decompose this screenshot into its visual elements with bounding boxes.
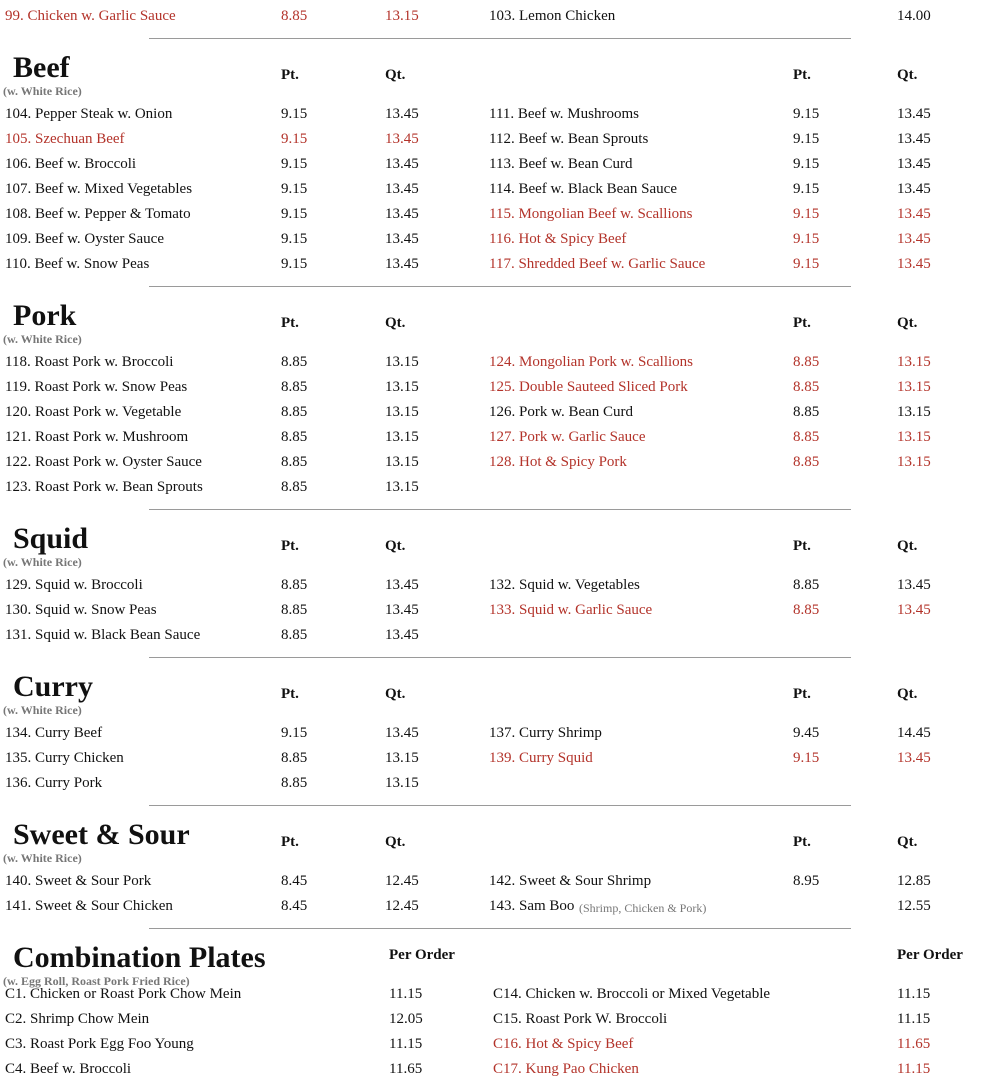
item-name: 112. Beef w. Bean Sprouts [489,131,649,147]
item-quart-price: 13.45 [897,602,931,618]
section-divider [149,38,851,39]
item-quart-price: 13.15 [385,775,419,791]
item-quart-price: 14.45 [897,725,931,741]
item-pint-price: 8.85 [281,602,308,618]
item-pint-price: 9.15 [793,156,820,172]
item-pint-price: 8.85 [281,750,308,766]
item-price: 11.15 [389,1036,423,1052]
item-name: 141. Sweet & Sour Chicken [5,898,173,914]
item-note: (Shrimp, Chicken & Pork) [579,901,707,915]
pint-header: Pt. [793,686,811,702]
item-pint-price: 8.85 [281,577,308,593]
quart-header: Qt. [897,834,918,850]
item-name: 103. Lemon Chicken [489,8,616,24]
menu-item [0,984,1000,1009]
item-pint-price: 9.45 [793,725,820,741]
item-quart-price: 13.15 [897,454,931,470]
item-quart-price: 12.45 [385,873,419,889]
section-divider [149,509,851,510]
item-quart-price: 13.15 [385,479,419,495]
item-name: 135. Curry Chicken [5,750,124,766]
item-pint-price: 9.15 [281,131,308,147]
item-pint-price: 9.15 [281,256,308,272]
menu-item [0,179,1000,204]
item-name: 124. Mongolian Pork w. Scallions [489,354,694,370]
item-pint-price: 9.15 [281,206,308,222]
pint-header: Pt. [281,686,299,702]
menu-item [0,896,1000,921]
item-name: 106. Beef w. Broccoli [5,156,137,172]
item-name: 116. Hot & Spicy Beef [489,231,627,247]
menu-item [0,723,1000,748]
item-quart-price: 13.45 [385,725,419,741]
menu-item [0,377,1000,402]
item-name: 123. Roast Pork w. Bean Sprouts [5,479,203,495]
menu-item [0,204,1000,229]
item-name: 129. Squid w. Broccoli [5,577,143,593]
item-name: 115. Mongolian Beef w. Scallions [489,206,693,222]
item-name: 114. Beef w. Black Bean Sauce [489,181,677,197]
pint-header: Pt. [281,67,299,83]
section-note: (w. White Rice) [3,332,82,346]
item-pint-price: 8.85 [281,479,308,495]
item-name: 107. Beef w. Mixed Vegetables [5,181,193,197]
item-pint-price: 8.85 [793,454,820,470]
quart-header: Qt. [385,686,406,702]
item-quart-price: 13.45 [385,156,419,172]
item-name: C16. Hot & Spicy Beef [493,1036,634,1052]
item-name: 119. Roast Pork w. Snow Peas [5,379,188,395]
item-quart-price: 13.45 [897,256,931,272]
item-quart-price: 13.45 [897,131,931,147]
pint-header: Pt. [281,315,299,331]
item-quart-price: 13.15 [897,429,931,445]
item-quart-price: 13.15 [385,354,419,370]
item-pint-price: 9.15 [793,106,820,122]
item-pint-price: 8.85 [281,429,308,445]
menu-item [0,129,1000,154]
item-name: 122. Roast Pork w. Oyster Sauce [5,454,202,470]
item-pint-price: 9.15 [793,750,820,766]
item-pint-price: 8.85 [793,577,820,593]
menu-item [0,104,1000,129]
item-quart-price: 13.15 [385,429,419,445]
item-pint-price: 9.15 [281,231,308,247]
item-pint-price: 8.85 [281,404,308,420]
per-order-header: Per Order [897,947,963,963]
item-quart-price: 13.15 [385,379,419,395]
section-note: (w. White Rice) [3,555,82,569]
item-name: 118. Roast Pork w. Broccoli [5,354,174,370]
quart-header: Qt. [385,538,406,554]
item-name: C15. Roast Pork W. Broccoli [493,1011,668,1027]
item-name: 110. Beef w. Snow Peas [5,256,150,272]
menu-item [0,154,1000,179]
pint-header: Pt. [793,834,811,850]
menu-item [0,352,1000,377]
item-pint-price: 9.15 [793,206,820,222]
item-pint-price: 8.85 [281,627,308,643]
item-price: 11.15 [389,986,423,1002]
item-quart-price: 12.55 [897,898,931,914]
item-name: 109. Beef w. Oyster Sauce [5,231,164,247]
item-quart-price: 13.15 [897,354,931,370]
item-quart-price: 13.15 [897,404,931,420]
menu-item [0,773,1000,798]
item-price: 11.15 [897,1011,931,1027]
item-quart-price: 13.15 [385,750,419,766]
section-title-curry: Curry [13,670,93,703]
pint-header: Pt. [281,834,299,850]
item-quart-price: 13.45 [897,206,931,222]
item-pint-price: 8.85 [793,379,820,395]
menu-item [0,1009,1000,1034]
item-name: C14. Chicken w. Broccoli or Mixed Vegetable [493,986,771,1002]
section-title-pork: Pork [13,299,77,332]
section-title-sweet-and-sour: Sweet & Sour [13,818,190,851]
section-note: (w. White Rice) [3,84,82,98]
quart-header: Qt. [385,67,406,83]
item-pint-price: 8.85 [793,602,820,618]
menu-item [0,871,1000,896]
menu-item [0,748,1000,773]
item-pint-price: 8.45 [281,898,308,914]
item-name: 113. Beef w. Bean Curd [489,156,633,172]
pint-header: Pt. [793,315,811,331]
item-quart-price: 13.45 [385,131,419,147]
item-quart-price: 13.45 [385,181,419,197]
item-quart-price: 13.45 [897,577,931,593]
item-name: 120. Roast Pork w. Vegetable [5,404,182,420]
menu-item [0,477,1000,502]
item-pint-price: 8.85 [281,379,308,395]
item-name: C4. Beef w. Broccoli [5,1061,132,1077]
item-name: 143. Sam Boo [489,898,575,914]
menu-item [0,1059,1000,1084]
menu-item [0,427,1000,452]
item-name: C3. Roast Pork Egg Foo Young [5,1036,194,1052]
item-name: C17. Kung Pao Chicken [493,1061,639,1077]
quart-header: Qt. [385,315,406,331]
item-name: 140. Sweet & Sour Pork [5,873,152,889]
section-note: (w. White Rice) [3,851,82,865]
item-pint-price: 9.15 [281,181,308,197]
item-name: 99. Chicken w. Garlic Sauce [5,8,176,24]
item-pint-price: 9.15 [281,106,308,122]
item-pint-price: 8.85 [281,354,308,370]
item-pint-price: 9.15 [793,231,820,247]
item-pint-price: 8.85 [281,8,308,24]
section-title-combination-plates: Combination Plates [13,941,266,974]
item-quart-price: 13.45 [385,627,419,643]
menu-item [0,600,1000,625]
menu-item [0,402,1000,427]
quart-header: Qt. [897,538,918,554]
menu-item [0,254,1000,279]
item-name: 134. Curry Beef [5,725,103,741]
item-quart-price: 13.45 [897,156,931,172]
item-name: 136. Curry Pork [5,775,103,791]
item-name: C1. Chicken or Roast Pork Chow Mein [5,986,242,1002]
item-quart-price: 13.15 [385,404,419,420]
item-pint-price: 9.15 [793,181,820,197]
item-pint-price: 9.15 [793,256,820,272]
menu-item [0,1034,1000,1059]
item-name: 117. Shredded Beef w. Garlic Sauce [489,256,706,272]
section-divider [149,805,851,806]
item-quart-price: 13.45 [897,181,931,197]
item-price: 11.15 [897,986,931,1002]
item-name: 131. Squid w. Black Bean Sauce [5,627,201,643]
item-pint-price: 8.85 [281,775,308,791]
item-quart-price: 13.45 [385,602,419,618]
item-pint-price: 8.85 [793,354,820,370]
item-quart-price: 13.45 [385,256,419,272]
pint-header: Pt. [793,538,811,554]
item-quart-price: 13.45 [385,106,419,122]
item-name: 108. Beef w. Pepper & Tomato [5,206,191,222]
item-quart-price: 13.45 [385,577,419,593]
item-price: 11.65 [897,1036,931,1052]
item-name: 126. Pork w. Bean Curd [489,404,634,420]
item-quart-price: 13.45 [385,231,419,247]
pint-header: Pt. [793,67,811,83]
item-name: 127. Pork w. Garlic Sauce [489,429,646,445]
quart-header: Qt. [897,315,918,331]
section-title-squid: Squid [13,522,89,555]
item-quart-price: 13.45 [385,206,419,222]
item-name: 104. Pepper Steak w. Onion [5,106,173,122]
item-name: 125. Double Sauteed Sliced Pork [489,379,688,395]
item-pint-price: 9.15 [793,131,820,147]
item-quart-price: 14.00 [897,8,931,24]
item-name: 128. Hot & Spicy Pork [489,454,627,470]
item-pint-price: 8.45 [281,873,308,889]
item-quart-price: 13.15 [385,8,419,24]
item-price: 11.65 [389,1061,423,1077]
item-name: 133. Squid w. Garlic Sauce [489,602,653,618]
item-name: 111. Beef w. Mushrooms [489,106,639,122]
item-quart-price: 13.45 [897,231,931,247]
section-divider [149,928,851,929]
per-order-header: Per Order [389,947,455,963]
item-name: 105. Szechuan Beef [5,131,125,147]
item-quart-price: 12.85 [897,873,931,889]
item-price: 12.05 [389,1011,423,1027]
section-divider [149,286,851,287]
item-quart-price: 13.15 [897,379,931,395]
item-name: C2. Shrimp Chow Mein [5,1011,150,1027]
menu-item [0,229,1000,254]
item-quart-price: 12.45 [385,898,419,914]
item-quart-price: 13.15 [385,454,419,470]
section-title-beef: Beef [13,51,70,84]
item-name: 130. Squid w. Snow Peas [5,602,157,618]
menu-item [0,452,1000,477]
item-quart-price: 13.45 [897,106,931,122]
item-name: 142. Sweet & Sour Shrimp [489,873,652,889]
item-name: 132. Squid w. Vegetables [489,577,640,593]
item-price: 11.15 [897,1061,931,1077]
item-name: 139. Curry Squid [489,750,593,766]
item-pint-price: 8.85 [793,404,820,420]
section-note: (w. White Rice) [3,703,82,717]
menu-item [0,575,1000,600]
item-pint-price: 9.15 [281,725,308,741]
item-pint-price: 9.15 [281,156,308,172]
pint-header: Pt. [281,538,299,554]
quart-header: Qt. [897,67,918,83]
item-pint-price: 8.95 [793,873,820,889]
item-quart-price: 13.45 [897,750,931,766]
item-name: 121. Roast Pork w. Mushroom [5,429,189,445]
item-pint-price: 8.85 [793,429,820,445]
menu-item [0,6,1000,31]
quart-header: Qt. [385,834,406,850]
menu-item [0,625,1000,650]
quart-header: Qt. [897,686,918,702]
section-note: (w. Egg Roll, Roast Pork Fried Rice) [3,974,190,988]
item-pint-price: 8.85 [281,454,308,470]
section-divider [149,657,851,658]
item-name: 137. Curry Shrimp [489,725,602,741]
